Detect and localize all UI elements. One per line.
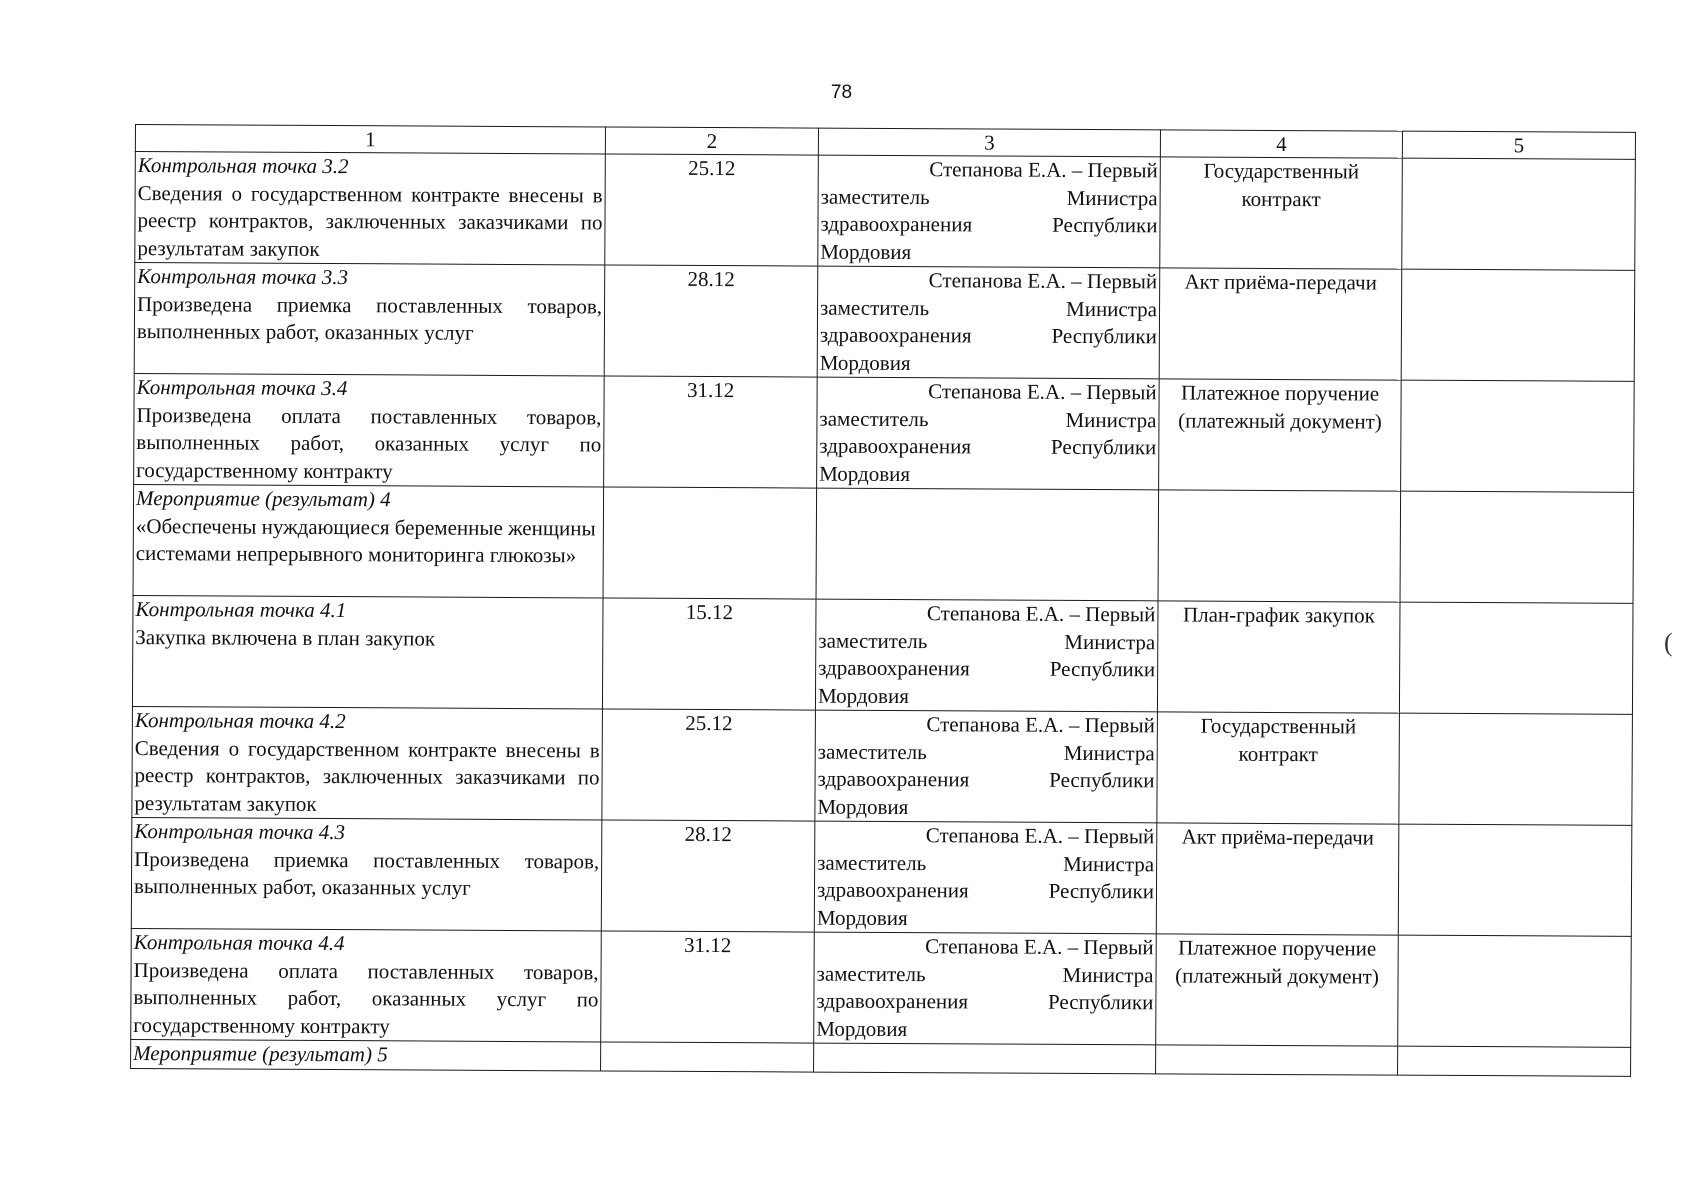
note-cell xyxy=(1401,269,1635,381)
table-row xyxy=(131,817,1632,936)
table-row xyxy=(132,595,1633,714)
responsible-line: здравоохранения Республики xyxy=(816,988,1154,1015)
note-cell xyxy=(1399,602,1633,714)
header-col-3: 3 xyxy=(818,128,1160,157)
responsible-line: Степанова Е.А. – Первый xyxy=(925,934,1154,960)
responsible-line: здравоохранения Республики xyxy=(818,655,1156,682)
header-col-4: 4 xyxy=(1160,130,1402,158)
item-title: Контрольная точка 4.1 xyxy=(135,597,347,623)
document-cell xyxy=(1158,490,1401,602)
item-title: Мероприятие (результат) 4 xyxy=(135,486,391,512)
item-cell xyxy=(131,1039,601,1070)
responsible-line: заместитель Министра xyxy=(819,295,1158,321)
item-cell xyxy=(131,817,602,930)
date-cell: 31.12 xyxy=(604,376,818,488)
responsible-line: Мордовия xyxy=(820,239,912,264)
item-cell xyxy=(133,484,604,597)
item-text: Произведена оплата поставленных товаров, выполненных работ, оказанных услуг по государственному контракту xyxy=(133,957,599,1038)
date-cell: 25.12 xyxy=(602,709,816,821)
date-cell xyxy=(601,1042,814,1072)
responsible-line: Степанова Е.А. – Первый xyxy=(926,601,1156,627)
responsible-line: Мордовия xyxy=(819,461,911,486)
responsible-line: Мордовия xyxy=(816,905,908,930)
responsible-cell xyxy=(817,266,1160,379)
note-cell xyxy=(1398,935,1632,1047)
header-col-5: 5 xyxy=(1402,131,1635,159)
item-title: Мероприятие (результат) 5 xyxy=(133,1041,388,1067)
item-cell xyxy=(135,152,606,265)
responsible-line: заместитель Министра xyxy=(817,850,1155,876)
note-cell xyxy=(1402,158,1636,270)
document-cell: Платежное поручение (платежный документ) xyxy=(1159,379,1402,491)
responsible-line: Мордовия xyxy=(819,350,911,375)
responsible-cell xyxy=(817,377,1160,490)
responsible-cell xyxy=(816,488,1159,601)
note-cell xyxy=(1398,824,1632,936)
responsible-cell xyxy=(814,932,1157,1045)
responsible-line: Степанова Е.А. – Первый xyxy=(928,379,1157,405)
note-cell xyxy=(1400,491,1634,603)
page-number: 78 xyxy=(830,82,853,103)
item-title: Контрольная точка 4.2 xyxy=(134,708,346,734)
document-cell: Платежное поручение (платежный документ) xyxy=(1156,934,1399,1046)
responsible-line: здравоохранения Республики xyxy=(819,433,1157,460)
responsible-line: Степанова Е.А. – Первый xyxy=(926,712,1155,738)
responsible-line: заместитель Министра xyxy=(819,406,1157,432)
plan-table xyxy=(130,124,1636,1077)
date-cell: 15.12 xyxy=(602,598,816,710)
document-cell: Акт приёма-передачи xyxy=(1159,268,1402,380)
responsible-line: заместитель Министра xyxy=(820,184,1158,210)
responsible-line xyxy=(819,489,1156,491)
responsible-line: Степанова Е.А. – Первый xyxy=(929,157,1158,183)
responsible-cell xyxy=(814,821,1157,934)
document-cell: Акт приёма-передачи xyxy=(1156,823,1399,935)
responsible-cell xyxy=(815,599,1158,712)
responsible-line: здравоохранения Республики xyxy=(819,322,1157,349)
responsible-line: здравоохранения Республики xyxy=(817,766,1155,793)
header-col-1: 1 xyxy=(135,125,605,154)
stray-pen-mark: ( xyxy=(1664,628,1673,657)
table-row xyxy=(135,152,1636,271)
item-text: Произведена приемка поставленных товаров, выполненных работ, оказанных услуг xyxy=(136,291,603,345)
table-row xyxy=(134,263,1635,382)
item-cell xyxy=(132,706,603,819)
item-title: Контрольная точка 3.2 xyxy=(137,153,349,179)
note-cell xyxy=(1399,713,1633,825)
responsible-line xyxy=(816,1044,1153,1046)
note-cell xyxy=(1401,380,1635,492)
responsible-line: Степанова Е.А. – Первый xyxy=(925,823,1155,849)
item-cell xyxy=(134,263,605,376)
item-text: Произведена приемка поставленных товаров, выполненных работ, оказанных услуг xyxy=(133,846,600,900)
responsible-cell xyxy=(814,1043,1156,1074)
item-title: Контрольная точка 3.4 xyxy=(136,375,348,401)
document-cell xyxy=(1156,1045,1398,1075)
date-cell: 31.12 xyxy=(601,931,815,1043)
table-row xyxy=(132,706,1633,825)
table-row xyxy=(131,928,1632,1047)
note-cell xyxy=(1398,1046,1631,1076)
table-row xyxy=(133,484,1634,603)
document-cell: Государственный контракт xyxy=(1157,712,1400,824)
date-cell xyxy=(603,487,817,599)
responsible-line: Степанова Е.А. – Первый xyxy=(928,268,1158,294)
responsible-line: здравоохранения Республики xyxy=(816,877,1155,904)
responsible-line: заместитель Министра xyxy=(817,739,1155,765)
item-cell xyxy=(132,595,603,708)
responsible-line: заместитель Министра xyxy=(816,961,1154,987)
item-text: Сведения о государственном контракте внесены в реестр контрактов, заключенных заказчиками по результатам закупок xyxy=(137,180,603,261)
document-cell: План-график закупок xyxy=(1157,601,1400,713)
responsible-line: заместитель Министра xyxy=(818,628,1156,654)
document-cell: Государственный контракт xyxy=(1160,157,1403,269)
item-text: Закупка включена в план закупок xyxy=(135,624,436,651)
table-row xyxy=(134,373,1635,492)
item-text: Сведения о государственном контракте внесены в реестр контрактов, заключенных заказчиками по результатам закупок xyxy=(134,735,600,816)
date-cell: 25.12 xyxy=(605,154,819,266)
responsible-line: Мордовия xyxy=(817,794,909,819)
item-cell xyxy=(134,373,605,486)
responsible-line xyxy=(819,489,1156,491)
item-text: Произведена оплата поставленных товаров, выполненных работ, оказанных услуг по государственному контракту xyxy=(136,402,602,483)
date-cell: 28.12 xyxy=(601,820,815,932)
item-cell xyxy=(131,928,602,1041)
item-title: Контрольная точка 3.3 xyxy=(137,264,349,290)
responsible-line xyxy=(819,489,1156,491)
item-title: Контрольная точка 4.3 xyxy=(134,819,346,845)
responsible-line: Мордовия xyxy=(816,1016,908,1041)
responsible-cell xyxy=(815,710,1158,823)
item-title: Контрольная точка 4.4 xyxy=(133,930,345,956)
responsible-line xyxy=(819,489,1156,491)
header-col-2: 2 xyxy=(605,127,818,155)
date-cell: 28.12 xyxy=(604,265,818,377)
item-text: «Обеспечены нуждающиеся беременные женщины системами непрерывного мониторинга глюкозы» xyxy=(135,513,596,568)
responsible-line: Мордовия xyxy=(817,683,909,708)
responsible-line: здравоохранения Республики xyxy=(820,211,1158,238)
responsible-cell xyxy=(818,155,1161,268)
